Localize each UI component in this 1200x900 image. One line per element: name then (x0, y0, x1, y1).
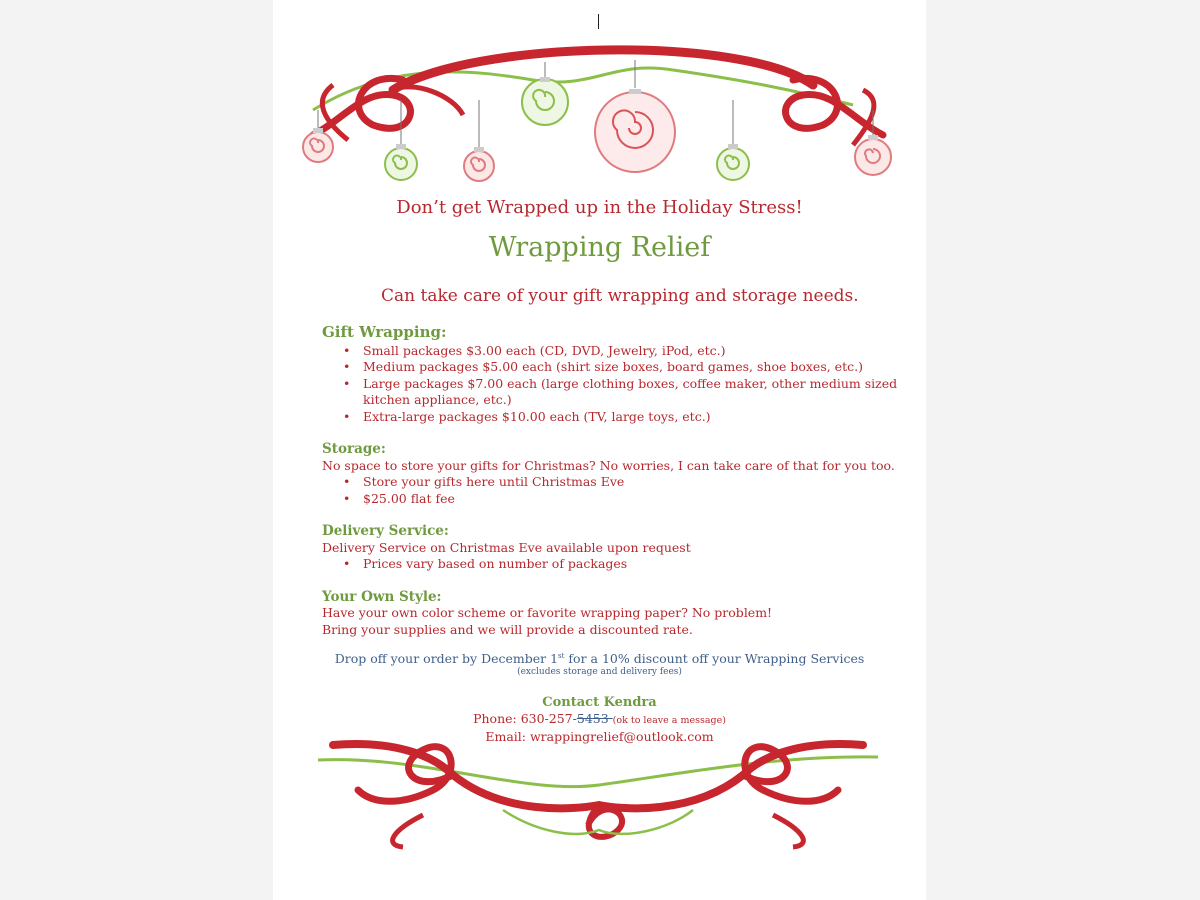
delivery-list (322, 556, 902, 573)
delivery-text: Delivery Service on Christmas Eve available upon request (322, 539, 691, 555)
promo-note: (excludes storage and delivery fees) (517, 667, 682, 677)
list-item: • Large packages $7.00 each (large clothing boxes, coffee maker, other medium sized kitchen appliance, etc.) (363, 376, 902, 409)
list-item: • $25.00 flat fee (363, 491, 902, 508)
storage-heading: Storage: (322, 441, 386, 457)
page-title: Wrapping Relief (488, 232, 711, 263)
storage-list (322, 474, 902, 507)
delivery-heading: Delivery Service: (322, 523, 449, 539)
own-style-heading: Your Own Style: (322, 588, 442, 605)
phone-label: Phone: 630-257- (473, 711, 577, 726)
list-item: • Medium packages $5.00 each (shirt size boxes, board games, shoe boxes, etc.) (363, 359, 902, 376)
storage-text: No space to store your gifts for Christmas? No worries, I can take care of that for you too. (322, 457, 895, 473)
text-cursor (598, 14, 599, 29)
promo-sup: st (558, 651, 565, 660)
own-style-line-1: Have your own color scheme or favorite wrapping paper? No problem! (322, 605, 773, 620)
promo-after: for a 10% discount off your Wrapping Services (564, 651, 865, 666)
list-item: • Extra-large packages $10.00 each (TV, large toys, etc.) (363, 409, 902, 426)
subtitle: Can take care of your gift wrapping and storage needs. (381, 286, 859, 306)
list-item: • Prices vary based on number of packages (363, 556, 902, 573)
promo-text (273, 651, 926, 666)
document-page (273, 0, 926, 900)
top-ribbon-ornament-graphic (273, 40, 926, 190)
contact-email: Email: wrappingrelief@outlook.com (485, 729, 714, 744)
contact-phone (273, 711, 926, 729)
tagline: Don’t get Wrapped up in the Holiday Stress! (396, 197, 803, 218)
phone-struck-digits: 5453 (576, 711, 613, 726)
own-style-line-2: Bring your supplies and we will provide a discounted rate. (322, 621, 693, 637)
services-content (322, 324, 902, 638)
list-item: • Store your gifts here until Christmas Eve (363, 474, 902, 491)
gift-wrapping-list (322, 343, 902, 426)
phone-note: (ok to leave a message) (612, 715, 726, 726)
promo-before: Drop off your order by December 1 (334, 651, 559, 666)
list-item: • Small packages $3.00 each (CD, DVD, Jewelry, iPod, etc.) (363, 343, 902, 360)
contact-heading: Contact Kendra (542, 695, 657, 710)
bottom-ribbon-ornament-graphic (273, 735, 926, 855)
gift-wrapping-heading: Gift Wrapping: (322, 323, 447, 341)
